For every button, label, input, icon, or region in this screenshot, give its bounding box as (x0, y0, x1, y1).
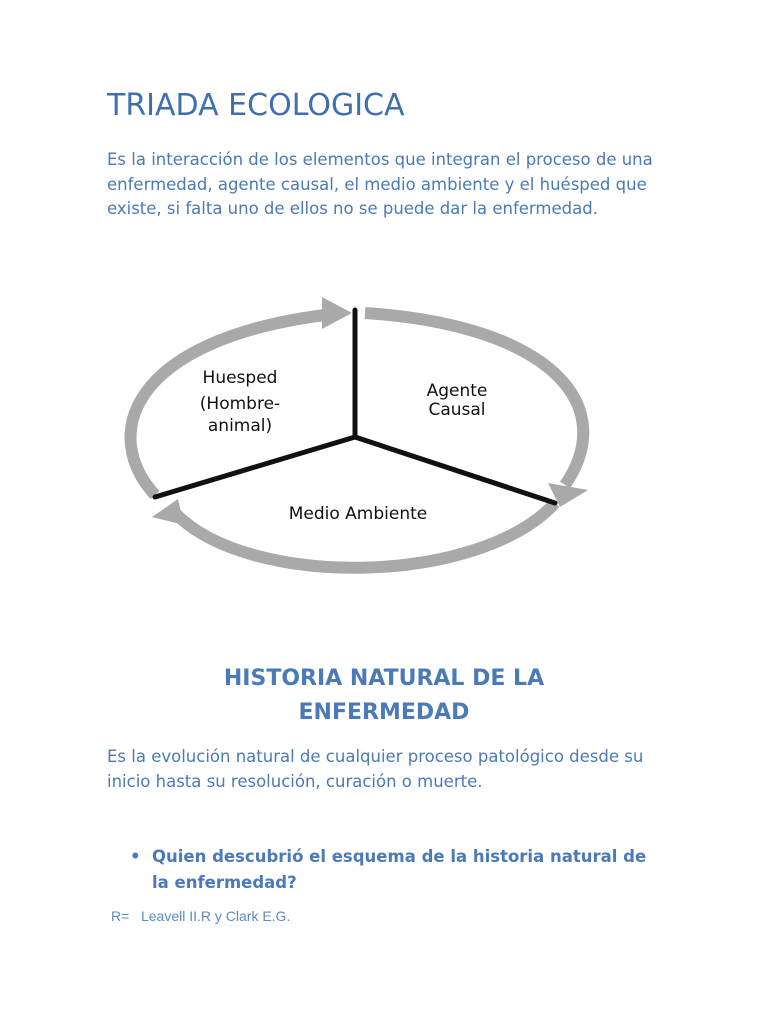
label-huesped-2: (Hombre- (199, 394, 281, 414)
section-title: HISTORIA NATURAL DE LA ENFERMEDAD (223, 666, 545, 725)
section-paragraph: Es la evolución natural de cualquier proceso patológico desde su inicio hasta su resolución, curación o muerte. (107, 747, 644, 791)
label-agente-1: Agente (426, 381, 488, 401)
label-agente-2: Causal (428, 400, 486, 420)
page-title: TRIADA ECOLOGICA (107, 88, 405, 123)
question-item (130, 844, 660, 896)
question-text: Quien descubrió el esquema de la historia natural de la enfermedad? (152, 847, 647, 892)
label-huesped-3: animal) (207, 416, 273, 436)
intro-paragraph: Es la interacción de los elementos que integran el proceso de una enfermedad, agente causal, el medio ambiente y el huésped que existe, si falta uno de ellos no se puede dar la enfermedad. (107, 150, 653, 218)
ecological-triad-diagram (100, 285, 610, 590)
label-huesped-1: Huesped (202, 368, 278, 388)
bullet-icon: • (130, 847, 141, 866)
arrow-head-left (152, 499, 184, 525)
label-medio: Medio Ambiente (288, 504, 428, 524)
divider-right (355, 437, 555, 503)
question-list (130, 844, 660, 896)
answer-text: R= Leavell II.R y Clark E.G. (111, 908, 291, 924)
arrow-head-top (322, 297, 352, 329)
divider-left (155, 437, 355, 497)
